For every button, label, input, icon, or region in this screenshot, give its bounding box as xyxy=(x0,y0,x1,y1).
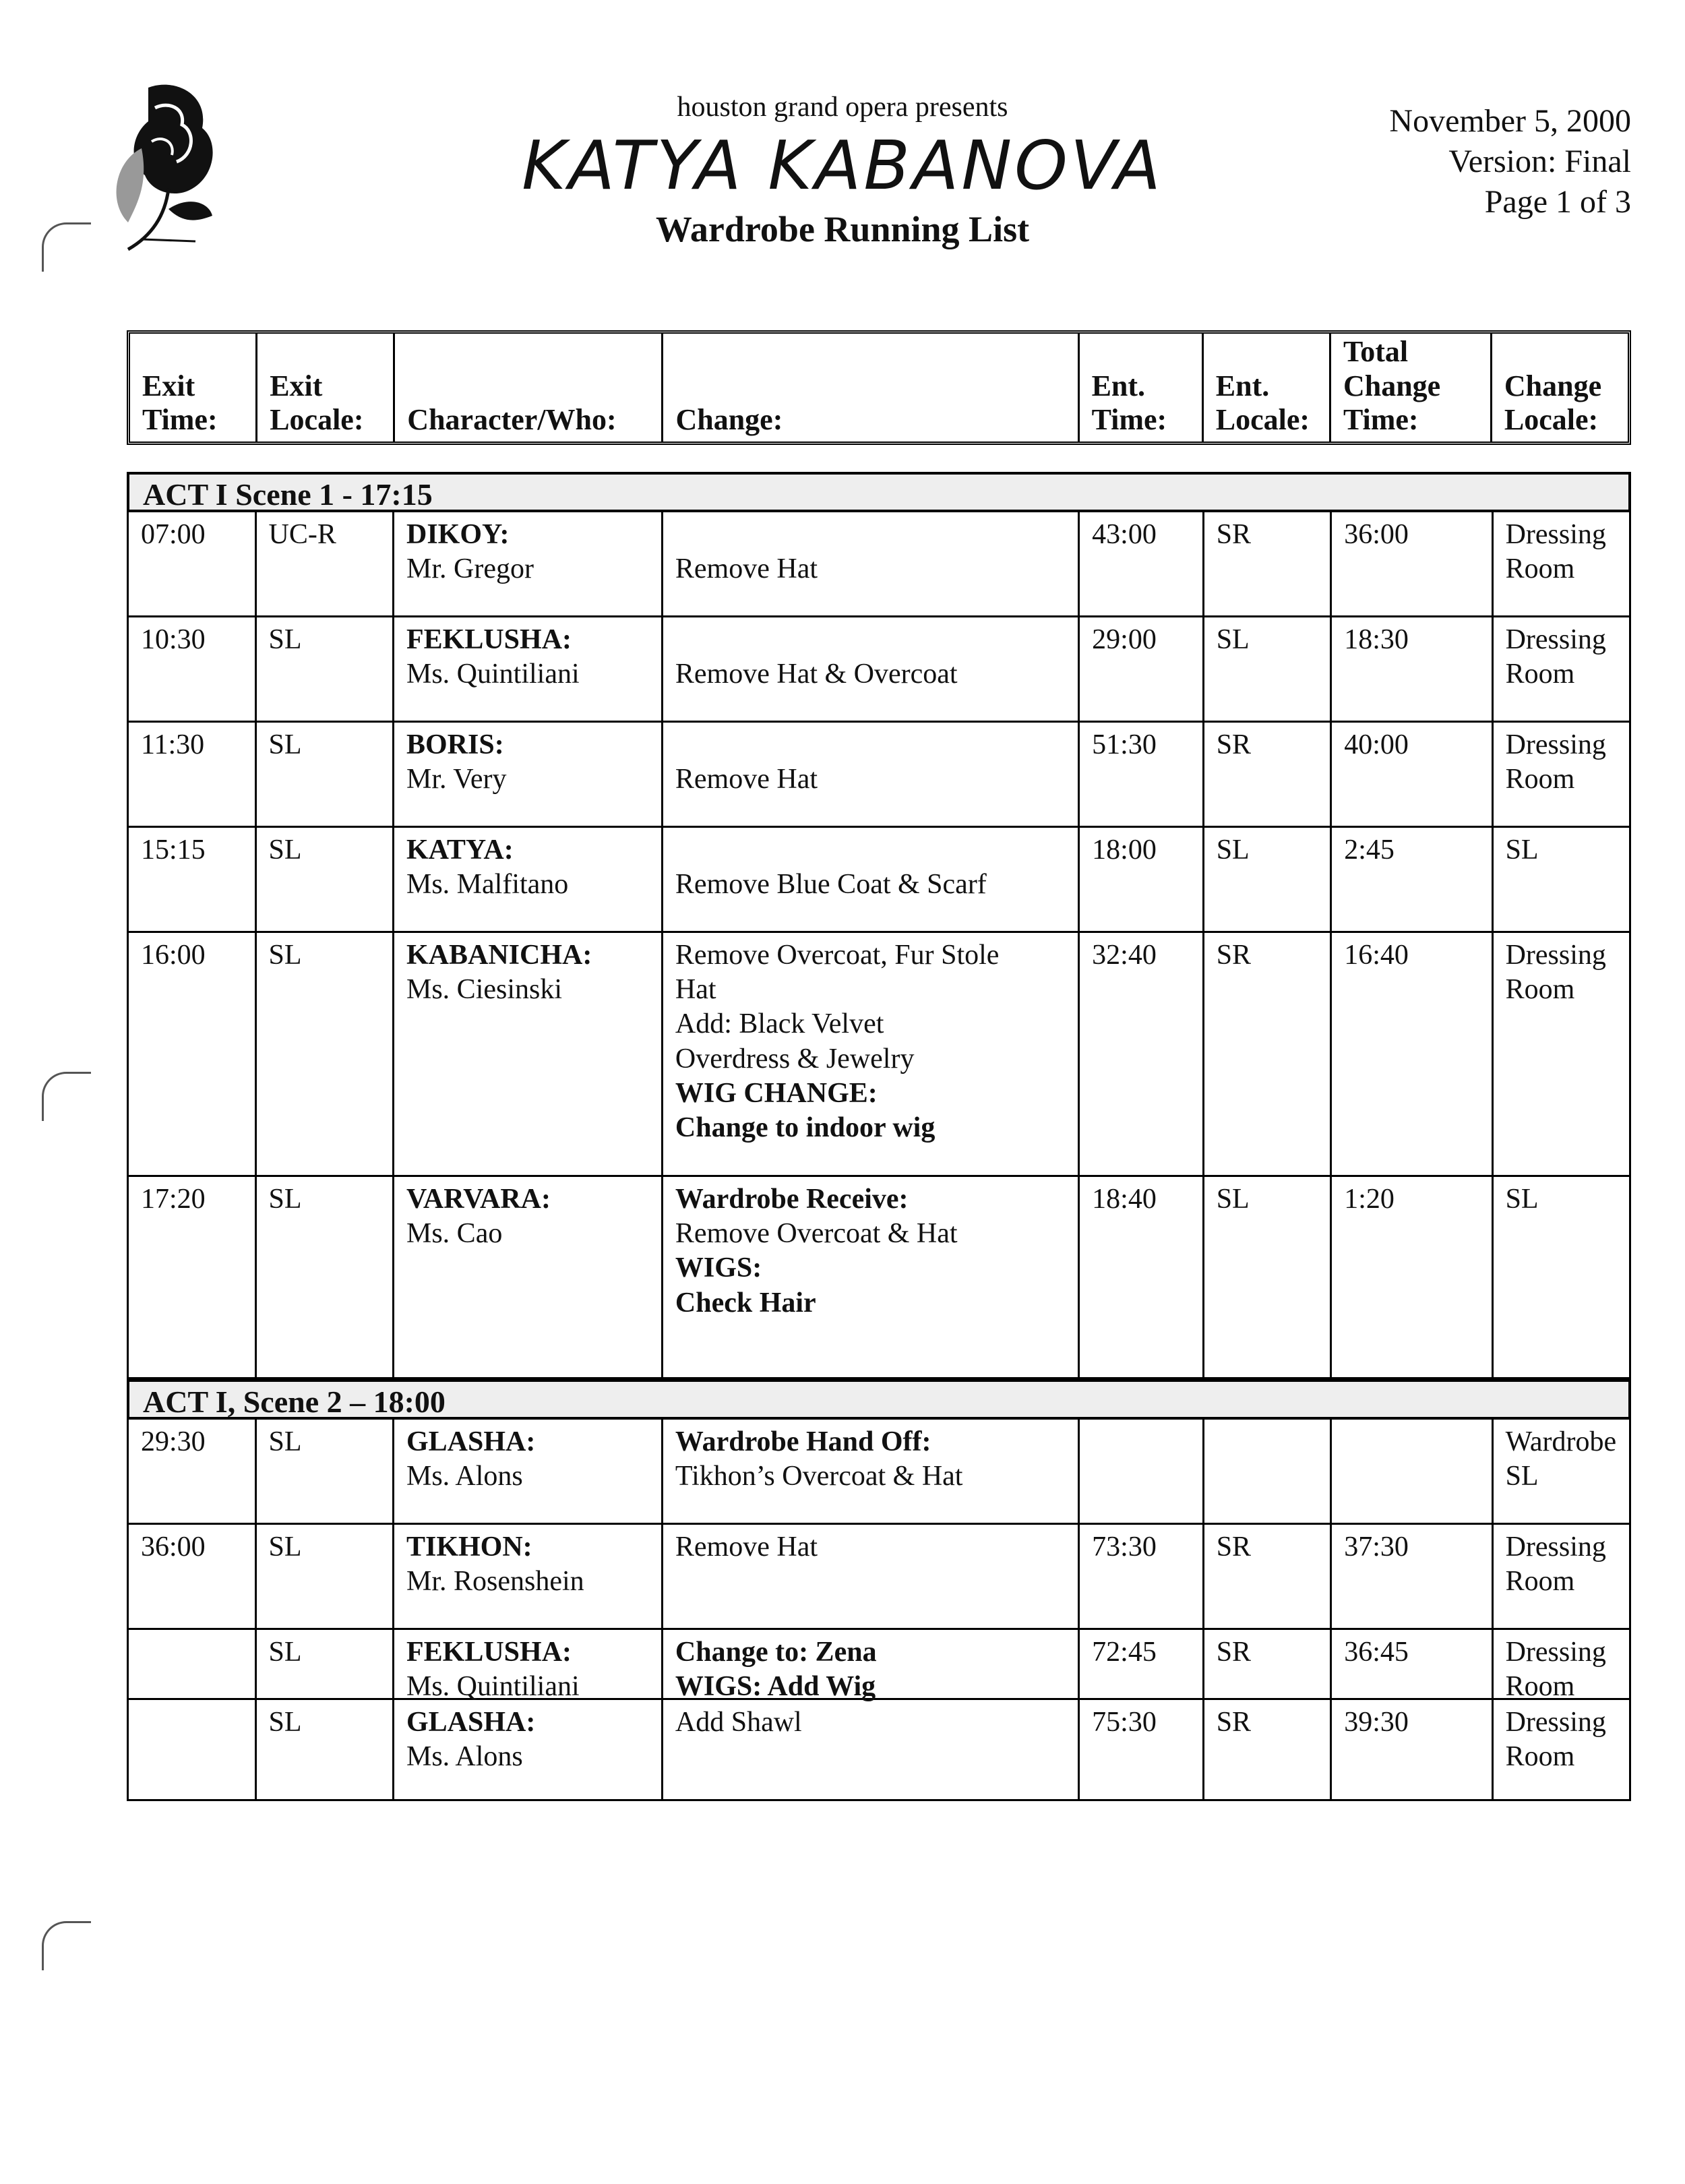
actor-name: Ms. Malfitano xyxy=(406,869,569,901)
document-subtitle: Wardrobe Running List xyxy=(655,209,1030,249)
exit-locale-cell xyxy=(257,1177,394,1377)
punch-hole xyxy=(42,1072,91,1121)
exit-locale: SL xyxy=(268,1184,302,1215)
change-cell xyxy=(663,1525,1080,1628)
change-cell xyxy=(663,828,1080,931)
actor-name: Ms. Cao xyxy=(406,1218,503,1250)
entrance-time-cell xyxy=(1080,617,1204,721)
total-change-time: 40:00 xyxy=(1344,729,1409,760)
table-row xyxy=(127,828,1631,933)
entrance-time-cell xyxy=(1080,1177,1204,1377)
change-locale-cell xyxy=(1494,1700,1629,1799)
change-text: Remove Overcoat & Hat xyxy=(675,1218,958,1250)
character-name: TIKHON: xyxy=(406,1531,532,1563)
entrance-time: 32:40 xyxy=(1092,940,1157,971)
change-locale: Dressing Room xyxy=(1505,1707,1606,1773)
character-cell xyxy=(394,828,663,931)
exit-time: 16:00 xyxy=(141,940,206,971)
change-text: Remove Hat xyxy=(675,1531,818,1563)
change-text: Remove Hat xyxy=(675,553,818,585)
total-change-time-cell xyxy=(1332,1420,1493,1523)
change-locale: Dressing Room xyxy=(1505,729,1606,795)
entrance-time: 29:00 xyxy=(1092,624,1157,655)
exit-time-cell xyxy=(129,933,257,1175)
exit-locale: SL xyxy=(268,1707,302,1738)
character-cell xyxy=(394,1700,663,1799)
document-header xyxy=(472,91,1213,250)
change-cell xyxy=(663,512,1080,615)
exit-locale-cell xyxy=(257,828,394,931)
exit-locale: SL xyxy=(268,624,302,655)
total-change-time: 37:30 xyxy=(1344,1531,1409,1563)
exit-locale-cell xyxy=(257,933,394,1175)
total-change-time-cell xyxy=(1332,1700,1493,1799)
entrance-locale: SL xyxy=(1216,835,1250,866)
exit-time-cell xyxy=(129,1525,257,1628)
entrance-locale-cell xyxy=(1204,1177,1332,1377)
total-change-time-cell xyxy=(1332,617,1493,721)
character-cell xyxy=(394,1630,663,1703)
exit-locale-cell xyxy=(257,1525,394,1628)
entrance-time-cell xyxy=(1080,1525,1204,1628)
running-list-table xyxy=(127,472,1631,1801)
column-header: Exit Time: xyxy=(130,334,257,442)
character-cell xyxy=(394,933,663,1175)
exit-time: 15:15 xyxy=(141,835,206,866)
entrance-locale: SR xyxy=(1216,729,1252,760)
total-change-time: 36:45 xyxy=(1344,1637,1409,1668)
entrance-time: 43:00 xyxy=(1092,519,1157,550)
change-locale: Dressing Room xyxy=(1505,940,1606,1006)
table-row xyxy=(127,1177,1631,1379)
change-locale-cell xyxy=(1494,1420,1629,1523)
entrance-locale-cell xyxy=(1204,512,1332,615)
entrance-locale: SR xyxy=(1216,519,1252,550)
character-name: FEKLUSHA: xyxy=(406,1637,572,1668)
entrance-locale-cell xyxy=(1204,617,1332,721)
change-text: Remove Blue Coat & Scarf xyxy=(675,869,987,901)
column-header: Ent. Locale: xyxy=(1204,334,1331,442)
change-locale: Dressing Room xyxy=(1505,1531,1606,1598)
entrance-time-cell xyxy=(1080,1630,1204,1698)
change-heading: Change to: Zena WIGS: Add Wig xyxy=(675,1637,877,1703)
character-cell xyxy=(394,512,663,615)
exit-locale-cell xyxy=(257,1700,394,1799)
total-change-time-cell xyxy=(1332,512,1493,615)
exit-locale: SL xyxy=(268,1531,302,1563)
entrance-locale-cell xyxy=(1204,1525,1332,1628)
exit-time-cell xyxy=(129,1700,257,1799)
rose-logo-icon xyxy=(101,81,236,256)
act-scene-heading: ACT I Scene 1 - 17:15 xyxy=(127,472,1631,512)
exit-locale: SL xyxy=(268,1637,302,1668)
entrance-locale: SR xyxy=(1216,1637,1252,1668)
exit-time: 11:30 xyxy=(141,729,205,760)
change-text: Remove Hat xyxy=(675,764,818,795)
total-change-time: 18:30 xyxy=(1344,624,1409,655)
column-header: Ent. Time: xyxy=(1080,334,1204,442)
character-name: VARVARA: xyxy=(406,1184,551,1215)
actor-name: Ms. Quintiliani xyxy=(406,659,580,690)
character-name: DIKOY: xyxy=(406,519,510,550)
entrance-locale: SR xyxy=(1216,940,1252,971)
total-change-time: 2:45 xyxy=(1344,835,1395,866)
entrance-locale-cell xyxy=(1204,723,1332,826)
entrance-locale-cell xyxy=(1204,933,1332,1175)
entrance-locale: SL xyxy=(1216,1184,1250,1215)
column-header: Change Locale: xyxy=(1504,369,1602,437)
entrance-locale-cell xyxy=(1204,828,1332,931)
actor-name: Ms. Alons xyxy=(406,1461,523,1492)
change-locale: Dressing Room xyxy=(1505,1637,1606,1703)
character-name: GLASHA: xyxy=(406,1707,536,1738)
character-name: KATYA: xyxy=(406,835,514,866)
exit-time: 17:20 xyxy=(141,1184,206,1215)
character-name: GLASHA: xyxy=(406,1426,536,1457)
entrance-locale-cell xyxy=(1204,1420,1332,1523)
character-name: BORIS: xyxy=(406,729,504,760)
character-name: FEKLUSHA: xyxy=(406,624,572,655)
entrance-locale: SL xyxy=(1216,624,1250,655)
exit-time-cell xyxy=(129,617,257,721)
column-header: Total Change Time: xyxy=(1331,334,1492,442)
exit-locale-cell xyxy=(257,1630,394,1698)
entrance-locale: SR xyxy=(1216,1707,1252,1738)
total-change-time-cell xyxy=(1332,933,1493,1175)
entrance-locale-cell xyxy=(1204,1630,1332,1698)
change-locale-cell xyxy=(1494,933,1629,1175)
punch-hole xyxy=(42,1921,91,1970)
total-change-time-cell xyxy=(1332,1525,1493,1628)
entrance-time: 51:30 xyxy=(1092,729,1157,760)
document-version: Version: Final xyxy=(1448,144,1631,179)
change-locale-cell xyxy=(1494,617,1629,721)
exit-locale-cell xyxy=(257,512,394,615)
table-header xyxy=(127,330,1631,445)
change-locale: SL xyxy=(1505,1184,1539,1215)
entrance-locale: SR xyxy=(1216,1531,1252,1563)
table-row xyxy=(127,1420,1631,1525)
change-locale: Dressing Room xyxy=(1505,519,1606,585)
exit-locale: SL xyxy=(268,940,302,971)
exit-locale: SL xyxy=(268,835,302,866)
actor-name: Ms. Alons xyxy=(406,1741,523,1773)
table-row xyxy=(127,723,1631,828)
exit-time-cell xyxy=(129,512,257,615)
change-heading: Wardrobe Hand Off: xyxy=(675,1426,931,1457)
exit-time-cell xyxy=(129,828,257,931)
act-scene-heading: ACT I, Scene 2 – 18:00 xyxy=(127,1379,1631,1420)
document-date: November 5, 2000 xyxy=(1389,103,1631,139)
total-change-time: 1:20 xyxy=(1344,1184,1395,1215)
total-change-time: 39:30 xyxy=(1344,1707,1409,1738)
actor-name: Mr. Gregor xyxy=(406,553,534,585)
change-locale-cell xyxy=(1494,512,1629,615)
exit-locale: SL xyxy=(268,1426,302,1457)
entrance-locale-cell xyxy=(1204,1700,1332,1799)
character-cell xyxy=(394,617,663,721)
change-locale-cell xyxy=(1494,1177,1629,1377)
punch-hole xyxy=(42,222,91,272)
character-name: KABANICHA: xyxy=(406,940,592,971)
exit-time-cell xyxy=(129,723,257,826)
change-text: Remove Overcoat, Fur Stole Hat Add: Black Velvet Overdress & Jewelry xyxy=(675,940,1000,1074)
change-cell xyxy=(663,617,1080,721)
change-cell xyxy=(663,1420,1080,1523)
entrance-time: 75:30 xyxy=(1092,1707,1157,1738)
exit-locale-cell xyxy=(257,723,394,826)
character-cell xyxy=(394,1525,663,1628)
total-change-time-cell xyxy=(1332,1177,1493,1377)
exit-time: 36:00 xyxy=(141,1531,206,1563)
change-cell xyxy=(663,1177,1080,1377)
table-row xyxy=(127,512,1631,617)
table-row xyxy=(127,1700,1631,1801)
change-locale: SL xyxy=(1505,835,1539,866)
page-number: Page 1 of 3 xyxy=(1484,184,1631,220)
total-change-time-cell xyxy=(1332,1630,1493,1698)
actor-name: Ms. Ciesinski xyxy=(406,974,563,1006)
entrance-time: 72:45 xyxy=(1092,1637,1157,1668)
column-header: Exit Locale: xyxy=(257,334,395,442)
change-text: Remove Hat & Overcoat xyxy=(675,659,958,690)
entrance-time: 73:30 xyxy=(1092,1531,1157,1563)
entrance-time-cell xyxy=(1080,828,1204,931)
character-cell xyxy=(394,1420,663,1523)
character-cell xyxy=(394,1177,663,1377)
entrance-time: 18:40 xyxy=(1092,1184,1157,1215)
change-cell xyxy=(663,1630,1080,1703)
change-cell xyxy=(663,723,1080,826)
entrance-time-cell xyxy=(1080,933,1204,1175)
actor-name: Ms. Quintiliani xyxy=(406,1671,580,1703)
column-header: Character/Who: xyxy=(395,334,663,442)
exit-time: 10:30 xyxy=(141,624,206,655)
change-text: Add Shawl xyxy=(675,1707,802,1738)
change-wig-note: WIGS: Check Hair xyxy=(675,1252,816,1318)
exit-time-cell xyxy=(129,1420,257,1523)
character-cell xyxy=(394,723,663,826)
change-wig-note: WIG CHANGE: Change to indoor wig xyxy=(675,1077,936,1144)
change-cell xyxy=(663,933,1080,1175)
change-locale-cell xyxy=(1494,828,1629,931)
exit-time-cell xyxy=(129,1177,257,1377)
presenter-line: houston grand opera presents xyxy=(677,92,1008,123)
table-row xyxy=(127,617,1631,723)
table-row xyxy=(127,1630,1631,1703)
change-locale-cell xyxy=(1494,1630,1629,1703)
table-row xyxy=(127,1525,1631,1630)
entrance-time: 18:00 xyxy=(1092,835,1157,866)
change-locale: Wardrobe SL xyxy=(1505,1426,1617,1492)
exit-time: 29:30 xyxy=(141,1426,206,1457)
actor-name: Mr. Very xyxy=(406,764,507,795)
table-row xyxy=(127,933,1631,1177)
total-change-time-cell xyxy=(1332,828,1493,931)
exit-locale-cell xyxy=(257,617,394,721)
entrance-time-cell xyxy=(1080,1420,1204,1523)
change-text: Tikhon’s Overcoat & Hat xyxy=(675,1461,963,1492)
entrance-time-cell xyxy=(1080,723,1204,826)
total-change-time: 16:40 xyxy=(1344,940,1409,971)
entrance-time-cell xyxy=(1080,512,1204,615)
entrance-time-cell xyxy=(1080,1700,1204,1799)
change-heading: Wardrobe Receive: xyxy=(675,1184,909,1215)
exit-locale-cell xyxy=(257,1420,394,1523)
change-locale: Dressing Room xyxy=(1505,624,1606,690)
change-locale-cell xyxy=(1494,723,1629,826)
exit-locale: UC-R xyxy=(268,519,336,550)
total-change-time-cell xyxy=(1332,723,1493,826)
document-meta xyxy=(1389,101,1631,222)
change-cell xyxy=(663,1700,1080,1799)
total-change-time: 36:00 xyxy=(1344,519,1409,550)
exit-time: 07:00 xyxy=(141,519,206,550)
column-header: Change: xyxy=(663,334,1079,442)
actor-name: Mr. Rosenshein xyxy=(406,1566,584,1598)
exit-time-cell xyxy=(129,1630,257,1698)
opera-title: KATYA KABANOVA xyxy=(522,126,1163,205)
exit-locale: SL xyxy=(268,729,302,760)
change-locale-cell xyxy=(1494,1525,1629,1628)
